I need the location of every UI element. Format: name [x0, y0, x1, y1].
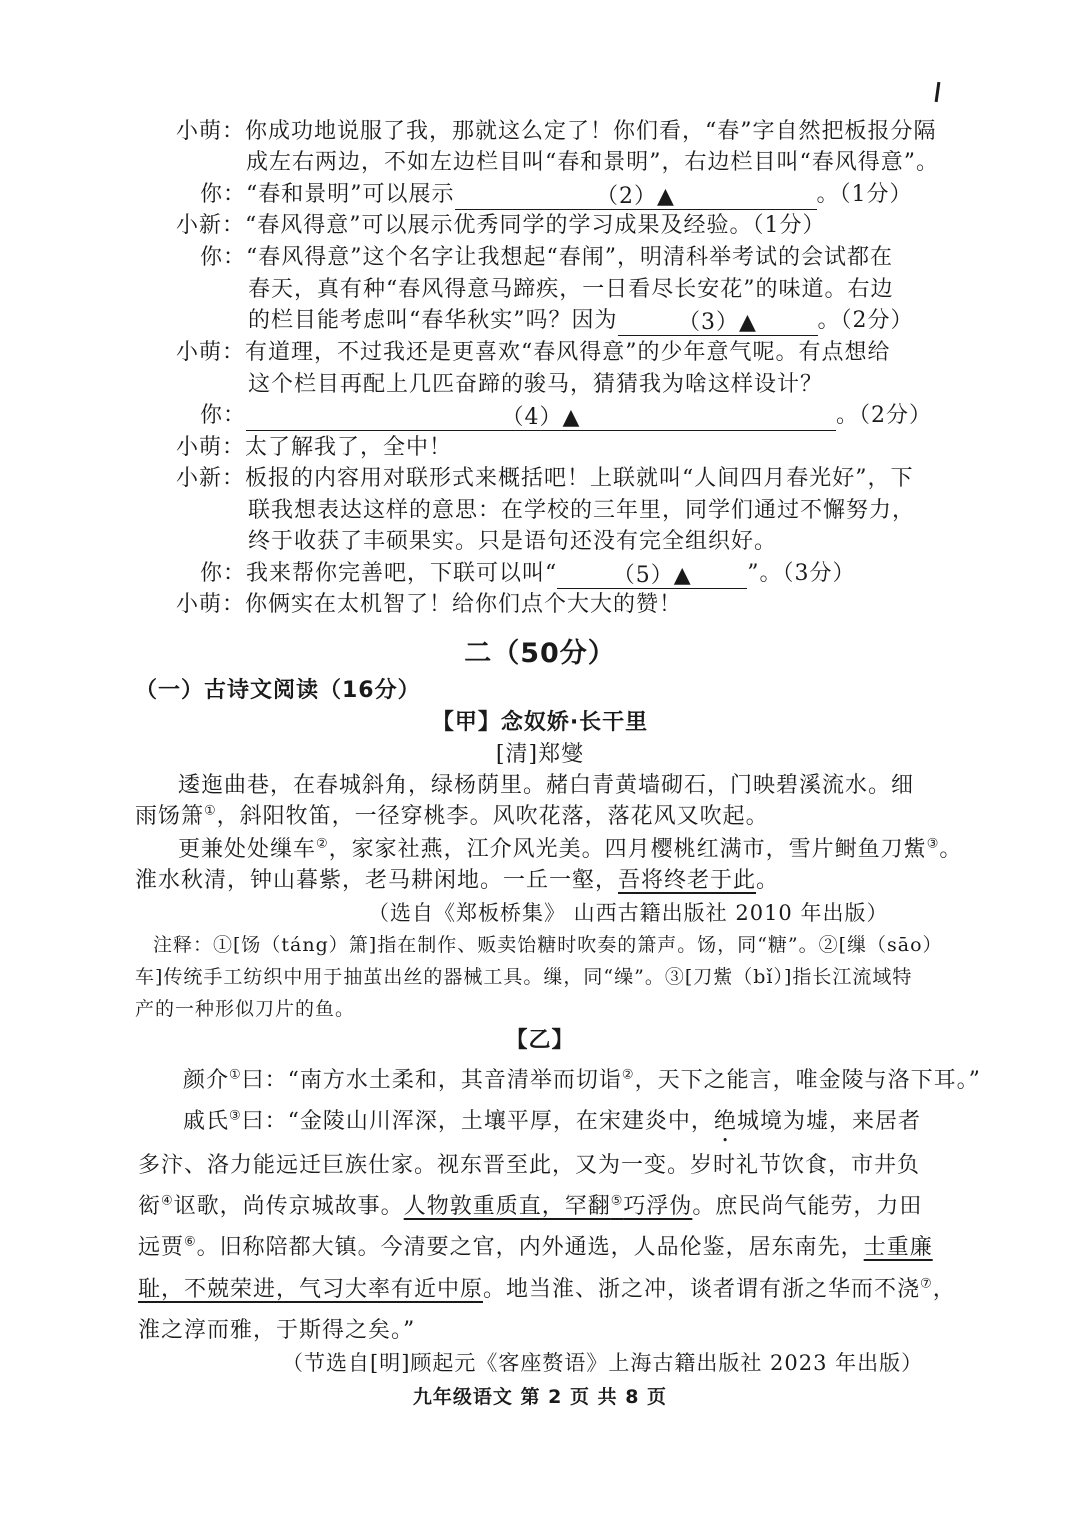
prose-source: （节选自[明]顾起元《客座赘语》上海古籍出版社 2023 年出版）: [282, 1351, 924, 1375]
speaker-label: 小萌：: [176, 592, 246, 617]
dialogue-text: 有道理，不过我还是更喜欢“春风得意”的少年意气呢。有点想给: [245, 340, 891, 365]
dialogue-line-14: [248, 527, 777, 557]
dialogue-line-9: [248, 370, 823, 400]
dialogue-line-1: [176, 117, 937, 147]
dialogue-text: 春天，真有种“春风得意马蹄疾，一日看尽长安花”的味道。右边: [248, 277, 894, 302]
score-label: 。（2分）: [817, 308, 914, 333]
corner-mark: [935, 82, 941, 102]
dialogue-line-7: [248, 306, 914, 336]
prose-line-1: 颜介①曰：“南方水土柔和，其音清举而切诣②，天下之能言，唯金陵与洛下耳。”: [183, 1067, 981, 1093]
underlined-phrase: 吾将终老于此: [618, 868, 757, 893]
answer-blank-3[interactable]: （3）▲: [618, 308, 818, 336]
page-footer: 九年级语文 第 2 页 共 8 页: [412, 1386, 668, 1408]
underlined-phrase: 士重廉: [863, 1235, 933, 1260]
dialogue-line-11: [176, 433, 452, 463]
dialogue-line-3: [200, 180, 913, 210]
footnote-marker: ⑥: [184, 1234, 197, 1250]
dialogue-line-15: [200, 559, 856, 589]
poem-line-4: 淮水秋清，钟山暮紫，老马耕闲地。一丘一壑，吾将终老于此。: [135, 868, 780, 893]
dialogue-text: “春风得意”这个名字让我想起“春闱”，明清科举考试的会试都在: [246, 245, 894, 270]
poem-note-2: 车]传统手工纺织中用于抽茧出丝的器械工具。缫，同“缲”。③[刀鮆（bǐ）]指长江流域特: [135, 966, 913, 988]
speaker-label: 小新：: [176, 466, 246, 491]
answer-blank-4[interactable]: （4）▲: [246, 403, 836, 431]
dialogue-line-6: [248, 275, 894, 305]
prose-line-2: 戚氏③曰：“金陵山川浑深，土壤平厚，在宋建炎中，绝城境为墟，来居者: [183, 1108, 921, 1134]
emphasis-dot-char: 绝: [713, 1109, 737, 1134]
speaker-label: 小新：: [176, 213, 246, 238]
speaker-label: 你：: [200, 403, 247, 428]
footnote-marker: ④: [161, 1193, 174, 1209]
dialogue-line-2: [246, 148, 939, 178]
dialogue-line-16: [176, 590, 682, 620]
score-label: 。（1分）: [816, 182, 913, 207]
footnote-marker: ①: [204, 803, 217, 819]
dialogue-line-13: [248, 496, 915, 526]
dialogue-text: 你俩实在太机智了！给你们点个大大的赞！: [245, 592, 683, 617]
footnote-marker: ③: [926, 836, 940, 852]
speaker-label: 你：: [200, 561, 247, 586]
dialogue-line-4: [176, 211, 826, 241]
speaker-label: 小萌：: [176, 119, 246, 144]
poem-author: [清]郑燮: [495, 742, 585, 767]
prose-line-5: 远贾⑥。旧称陪都大镇。今清要之官，内外通选，人品伦鉴，居东南先，士重廉: [138, 1234, 933, 1260]
dialogue-line-5: [200, 243, 893, 273]
answer-blank-5[interactable]: （5）▲: [557, 561, 747, 589]
section-title: 二（50分）: [464, 638, 616, 669]
prose-line-3: 多汴、洛力能远迁巨族仕家。视东晋至此，又为一变。岁时礼节饮食，市井负: [138, 1153, 921, 1178]
dialogue-line-8: [176, 338, 891, 368]
dialogue-text: 太了解我了，全中！: [245, 435, 453, 460]
footnote-marker: ②: [316, 836, 329, 852]
speaker-label: 你：: [200, 182, 247, 207]
dialogue-text: 联我想表达这样的意思：在学校的三年里，同学们通过不懈努力，: [248, 498, 916, 523]
dialogue-text: “春和景明”可以展示: [246, 182, 455, 207]
prose-line-7: 淮之淳而雅，于斯得之矣。”: [138, 1318, 416, 1343]
underlined-phrase: 耻，不兢荣进，气习大率有近中原: [138, 1277, 484, 1302]
footnote-marker: ③: [229, 1108, 242, 1124]
poem-line-3: 更兼处处缫车②，家家社燕，江介风光美。四月樱桃红满市，雪片鲥鱼刀鮆③。: [178, 836, 963, 862]
dialogue-text: 成左右两边，不如左边栏目叫“春和景明”，右边栏目叫“春风得意”。: [246, 150, 939, 175]
speaker-label: 小萌：: [176, 435, 246, 460]
poem-source: （选自《郑板桥集》 山西古籍出版社 2010 年出版）: [368, 901, 889, 925]
dialogue-line-12: [176, 464, 914, 494]
prose-title: 【乙】: [505, 1028, 575, 1053]
dialogue-text: “春风得意”可以展示优秀同学的学习成果及经验。（1分）: [245, 213, 826, 238]
answer-blank-2[interactable]: （2）▲: [455, 182, 817, 210]
prose-line-4: 衒④讴歌，尚传京城故事。人物敦重质直，罕翻⑤巧浮伪。庶民尚气能劳，力田: [138, 1193, 923, 1219]
poem-line-1: 逶迤曲巷，在春城斜角，绿杨荫里。赭白青黄墙砌石，门映碧溪流水。细: [178, 773, 915, 798]
dialogue-text: 你成功地说服了我，那就这么定了！你们看，“春”字自然把板报分隔: [245, 119, 937, 144]
subsection-title: （一）古诗文阅读（16分）: [135, 678, 421, 703]
poem-note-1: 注释：①[饧（táng）箫]指在制作、贩卖饴糖时吹奏的箫声。饧，同“糖”。②[缫（sāo）: [153, 934, 943, 956]
poem-line-2: 雨饧箫①，斜阳牧笛，一径穿桃李。风吹花落，落花风又吹起。: [135, 803, 769, 829]
footnote-marker: ⑦: [920, 1276, 933, 1292]
dialogue-text: 我来帮你完善吧，下联可以叫“: [246, 561, 558, 586]
footnote-marker: ①: [229, 1067, 242, 1083]
speaker-label: 你：: [200, 245, 247, 270]
speaker-label: 小萌：: [176, 340, 246, 365]
dialogue-line-10: [200, 401, 932, 431]
dialogue-text: 这个栏目再配上几匹奋蹄的骏马，猜猜我为啥这样设计？: [248, 372, 824, 397]
dialogue-text: 终于收获了丰硕果实。只是语句还没有完全组织好。: [248, 529, 778, 554]
score-label: ”。（3分）: [747, 561, 856, 586]
footnote-marker: ②: [621, 1067, 635, 1083]
prose-line-6: 耻，不兢荣进，气习大率有近中原。地当淮、浙之冲，谈者谓有浙之华而不浇⑦，: [138, 1276, 956, 1302]
poem-title: 【甲】念奴娇·长干里: [431, 710, 649, 735]
dialogue-text: 板报的内容用对联形式来概括吧！上联就叫“人间四月春光好”，下: [245, 466, 914, 491]
underlined-phrase: 人物敦重质直，罕翻⑤巧浮伪: [403, 1193, 693, 1219]
score-label: 。（2分）: [836, 403, 933, 428]
dialogue-text: 的栏目能考虑叫“春华秋实”吗？因为: [248, 308, 618, 333]
poem-note-3: 产的一种形似刀片的鱼。: [135, 998, 356, 1020]
